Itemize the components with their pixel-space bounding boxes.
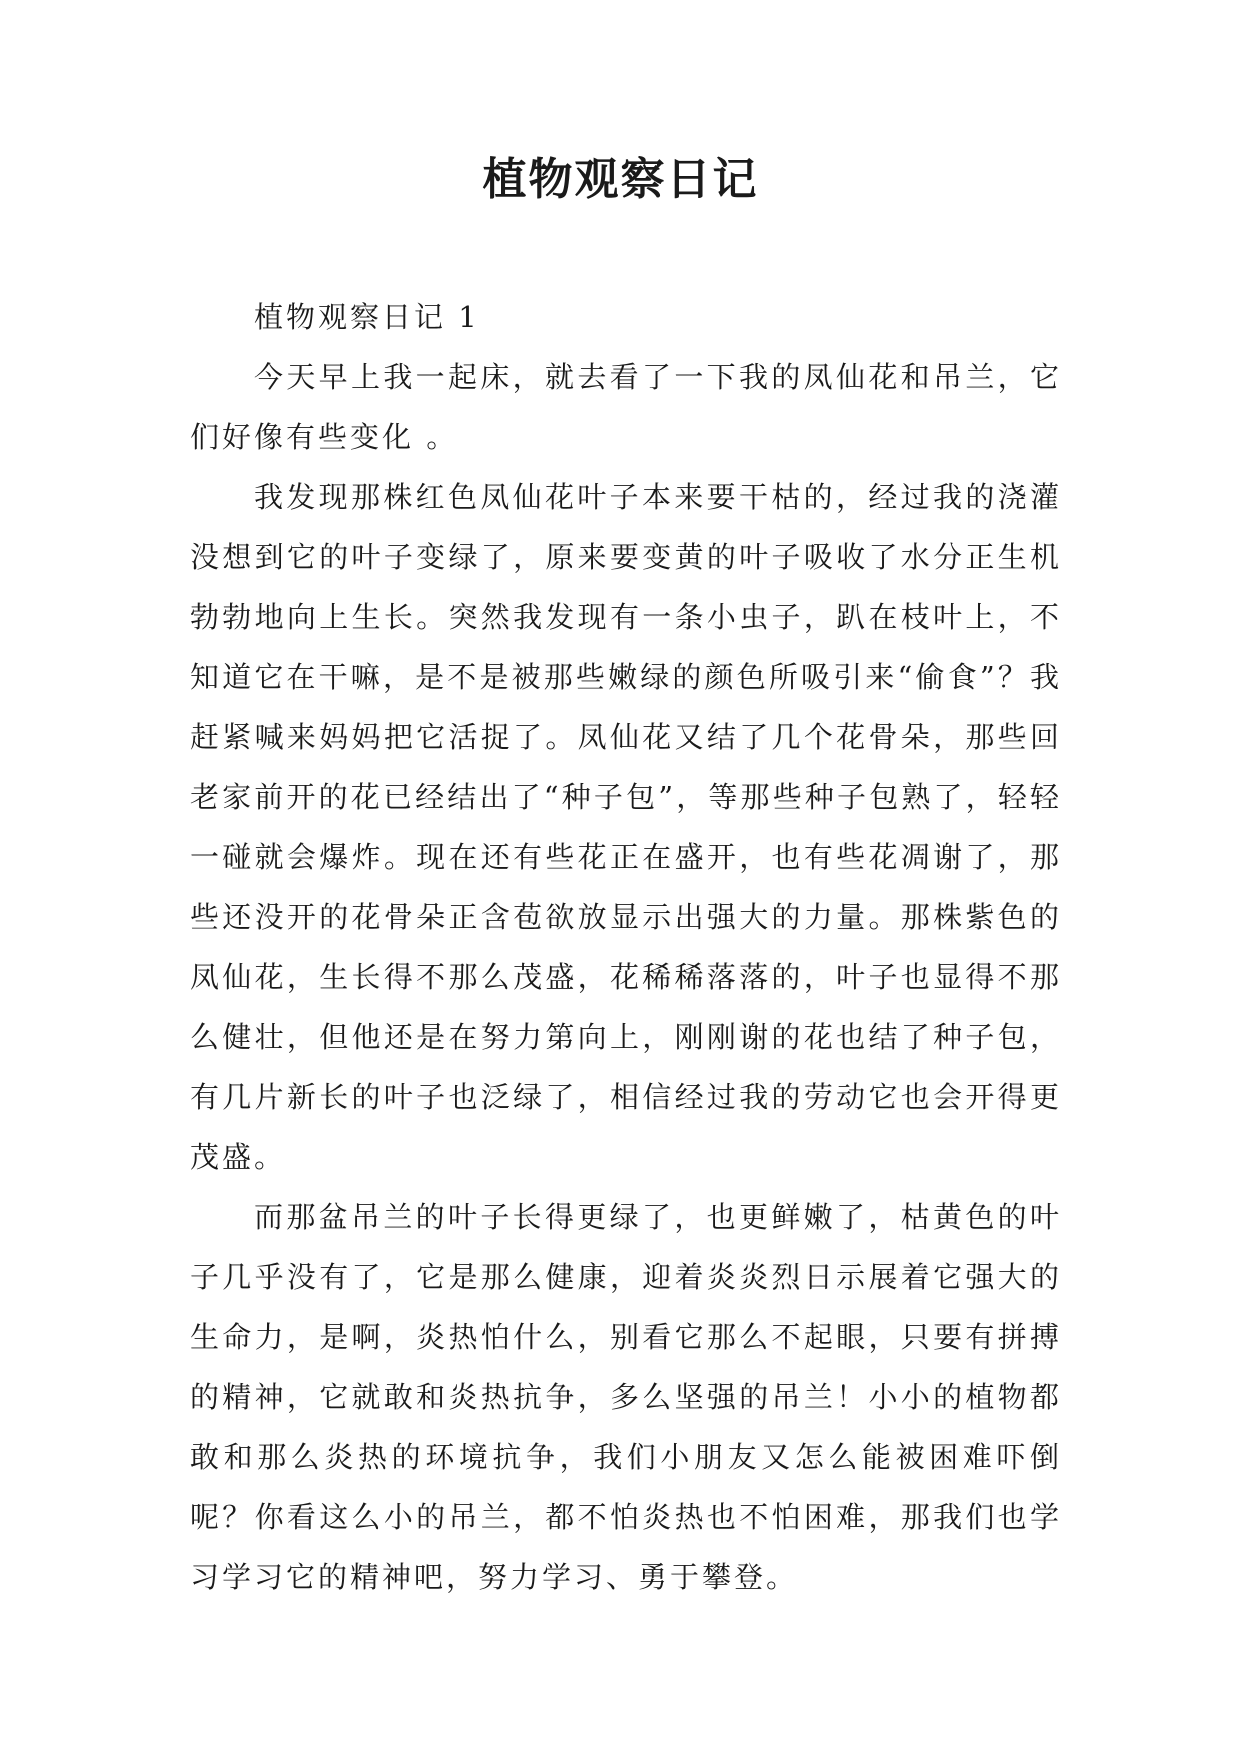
document-title: 植物观察日记 <box>482 154 759 205</box>
paragraph-3: 而那盆吊兰的叶子长得更绿了，也更鲜嫩了，枯黄色的叶子几乎没有了，它是那么健康，迎着炎炎烈日示展着它强大的生命力，是啊，炎热怕什么，别看它那么不起眼，只要有拼搏的精神，它就敢和炎热抗争，多么坚强的吊兰！小小的植物都敢和那么炎热的环境抗争，我们小朋友又怎么能被困难吓倒呢？你看这么小的吊兰，都不怕炎热也不怕困难，那我们也学习学习它的精神吧，努力学习、勇于攀登。 <box>190 1200 1062 1594</box>
paragraph-1: 今天早上我一起床，就去看了一下我的凤仙花和吊兰，它们好像有些变化 。 <box>190 360 1062 454</box>
document-body <box>190 287 1062 1607</box>
paragraph-2: 我发现那株红色凤仙花叶子本来要干枯的，经过我的浇灌没想到它的叶子变绿了，原来要变黄的叶子吸收了水分正生机勃勃地向上生长。突然我发现有一条小虫子，趴在枝叶上，不知道它在干嘛，是不是被那些嫩绿的颜色所吸引来“偷食”？我赶紧喊来妈妈把它活捉了。凤仙花又结了几个花骨朵，那些回老家前开的花已经结出了“种子包”，等那些种子包熟了，轻轻一碰就会爆炸。现在还有些花正在盛开，也有些花凋谢了，那些还没开的花骨朵正含苞欲放显示出强大的力量。那株紫色的凤仙花，生长得不那么茂盛，花稀稀落落的，叶子也显得不那么健壮，但他还是在努力第向上，刚刚谢的花也结了种子包，有几片新长的叶子也泛绿了，相信经过我的劳动它也会开得更茂盛。 <box>190 480 1062 1174</box>
section-heading: 植物观察日记 1 <box>254 300 480 334</box>
